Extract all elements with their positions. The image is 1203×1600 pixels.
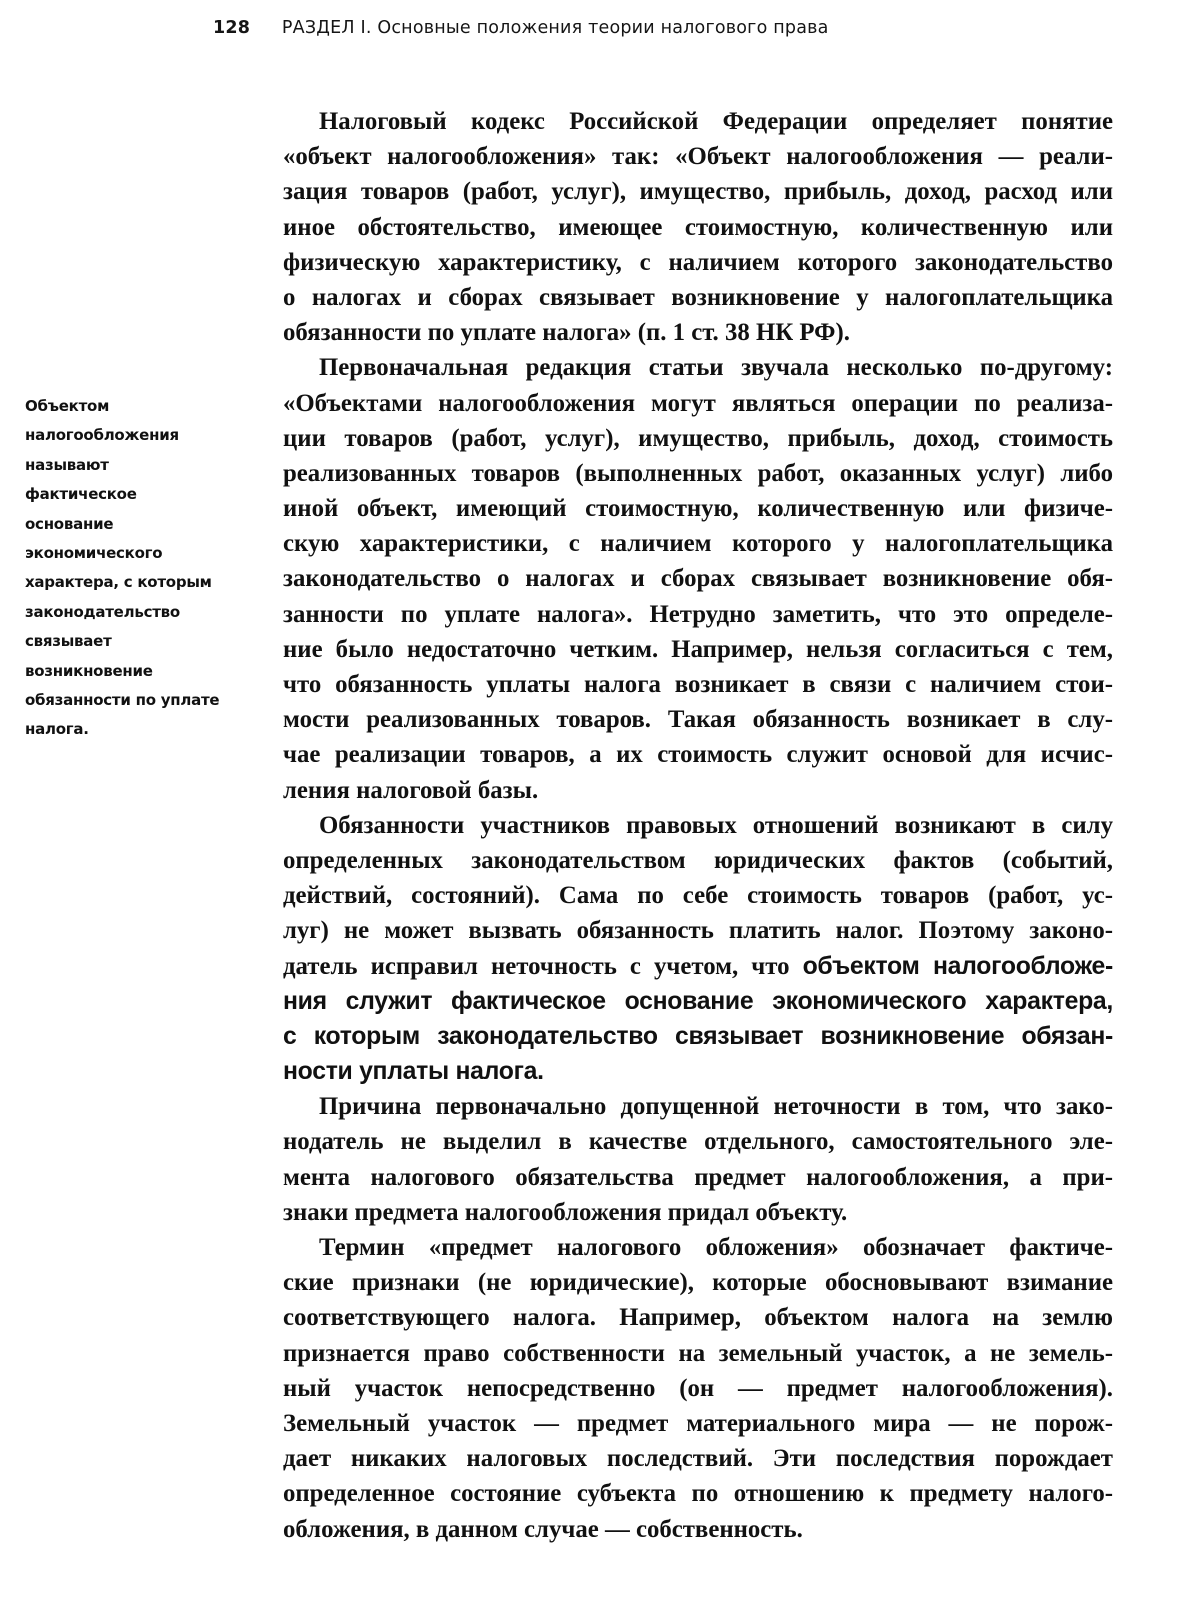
text-run: датель исправил неточность с учетом, что: [283, 952, 803, 980]
main-text: [283, 104, 1113, 1547]
text-line: Причина первоначально допущенной неточности в том, что зако-: [319, 1093, 1113, 1121]
page-number: 128: [213, 18, 251, 38]
margin-note-line: фактическое: [25, 485, 137, 504]
margin-note-line: возникновение: [25, 661, 153, 680]
text-line: Земельный участок — предмет материального мира — не порож-: [283, 1409, 1113, 1437]
text-line: определенных законодательством юридических фактов (событий,: [283, 846, 1113, 874]
text-line: Налоговый кодекс Российской Федерации определяет понятие: [319, 108, 1113, 135]
text-line: Обязанности участников правовых отношений возникают в силу: [319, 811, 1113, 839]
text-line: ции товаров (работ, услуг), имущество, прибыль, доход, стоимость: [283, 424, 1113, 452]
margin-note-line: характера, с которым: [25, 573, 212, 592]
text-line: зация товаров (работ, услуг), имущество, прибыль, доход, расход или: [283, 178, 1113, 206]
text-line: о налогах и сборах связывает возникновение у налогоплательщика: [283, 283, 1113, 311]
paragraph-tax-code-definition: [283, 104, 1113, 350]
text-line: ный участок непосредственно (он — предмет налогообложения).: [283, 1374, 1113, 1402]
text-line: иной объект, имеющий стоимостную, количественную или физиче-: [283, 495, 1113, 523]
paragraph-subject-term: [283, 1230, 1113, 1547]
definition-emphasis: объектом налогообложе-: [802, 952, 1113, 980]
text-line: ления налоговой базы.: [283, 776, 539, 804]
text-line: обложения, в данном случае — собственность.: [283, 1515, 803, 1543]
margin-note-line: обязанности по уплате: [25, 690, 220, 709]
margin-note-line: экономического: [25, 543, 163, 562]
text-line: ские признаки (не юридические), которые обосновывают взимание: [283, 1269, 1113, 1297]
margin-note-line: налога.: [25, 720, 89, 739]
text-line: ние было недостаточно четким. Например, нельзя согласиться с тем,: [283, 635, 1113, 663]
margin-note: [25, 392, 251, 745]
paragraph-obligations: [283, 808, 1113, 1090]
text-line: мости реализованных товаров. Такая обязанность возникает в слу-: [283, 706, 1113, 734]
text-line: действий, состояний). Сама по себе стоимость товаров (работ, ус-: [283, 882, 1113, 910]
margin-note-line: называют: [25, 455, 109, 474]
text-line: чае реализации товаров, а их стоимость служит основой для исчис-: [283, 741, 1113, 769]
text-line: дает никаких налоговых последствий. Эти последствия порождает: [283, 1445, 1113, 1473]
text-line: обязанности по уплате налога» (п. 1 ст. 38 НК РФ).: [283, 319, 850, 347]
definition-emphasis-line: ния служит фактическое основание экономического характера,: [283, 987, 1113, 1015]
margin-note-line: связывает: [25, 632, 112, 651]
text-line: иное обстоятельство, имеющее стоимостную, количественную или: [283, 213, 1113, 241]
text-line: определенное состояние субъекта по отношению к предмету налого-: [283, 1480, 1113, 1508]
text-line: мента налогового обязательства предмет налогообложения, а при-: [283, 1163, 1113, 1191]
margin-note-line: основание: [25, 514, 114, 533]
text-line: Термин «предмет налогового обложения» обозначает фактиче-: [319, 1234, 1113, 1261]
margin-note-line: законодательство: [25, 602, 180, 621]
text-line: Первоначальная редакция статьи звучала несколько по-другому:: [319, 354, 1113, 382]
text-line: знаки предмета налогообложения придал объекту.: [283, 1198, 848, 1226]
text-line: нодатель не выделил в качестве отдельного, самостоятельного эле-: [283, 1128, 1113, 1156]
text-line: «объект налогообложения» так: «Объект налогообложения — реали-: [283, 143, 1113, 171]
paragraph-original-wording: [283, 350, 1113, 807]
text-line: реализованных товаров (выполненных работ, оказанных услуг) либо: [283, 459, 1113, 487]
text-line: признается право собственности на земельный участок, а не земель-: [283, 1339, 1113, 1367]
text-line: физическую характеристику, с наличием которого законодательство: [283, 248, 1113, 276]
text-line: занности по уплате налога». Нетрудно заметить, что это определе-: [283, 600, 1113, 628]
running-head: РАЗДЕЛ I. Основные положения теории налогового права: [281, 18, 829, 38]
text-line: что обязанность уплаты налога возникает в связи с наличием стои-: [283, 671, 1113, 698]
text-line: «Объектами налогообложения могут являться операции по реализа-: [283, 389, 1113, 417]
page-header: [213, 18, 1113, 48]
paragraph-cause: [283, 1089, 1113, 1230]
definition-emphasis-line: с которым законодательство связывает возникновение обязан-: [283, 1022, 1113, 1050]
text-line: [283, 949, 1113, 984]
definition-emphasis-line: ности уплаты налога.: [283, 1058, 544, 1086]
text-line: соответствующего налога. Например, объектом налога на землю: [283, 1304, 1113, 1332]
text-line: скую характеристики, с наличием которого у налогоплательщика: [283, 530, 1113, 558]
margin-note-line: налогообложения: [25, 426, 179, 445]
margin-note-line: Объектом: [25, 397, 110, 415]
text-line: луг) не может вызвать обязанность платить налог. Поэтому законо-: [283, 917, 1113, 945]
text-line: законодательство о налогах и сборах связывает возникновение обя-: [283, 565, 1113, 593]
